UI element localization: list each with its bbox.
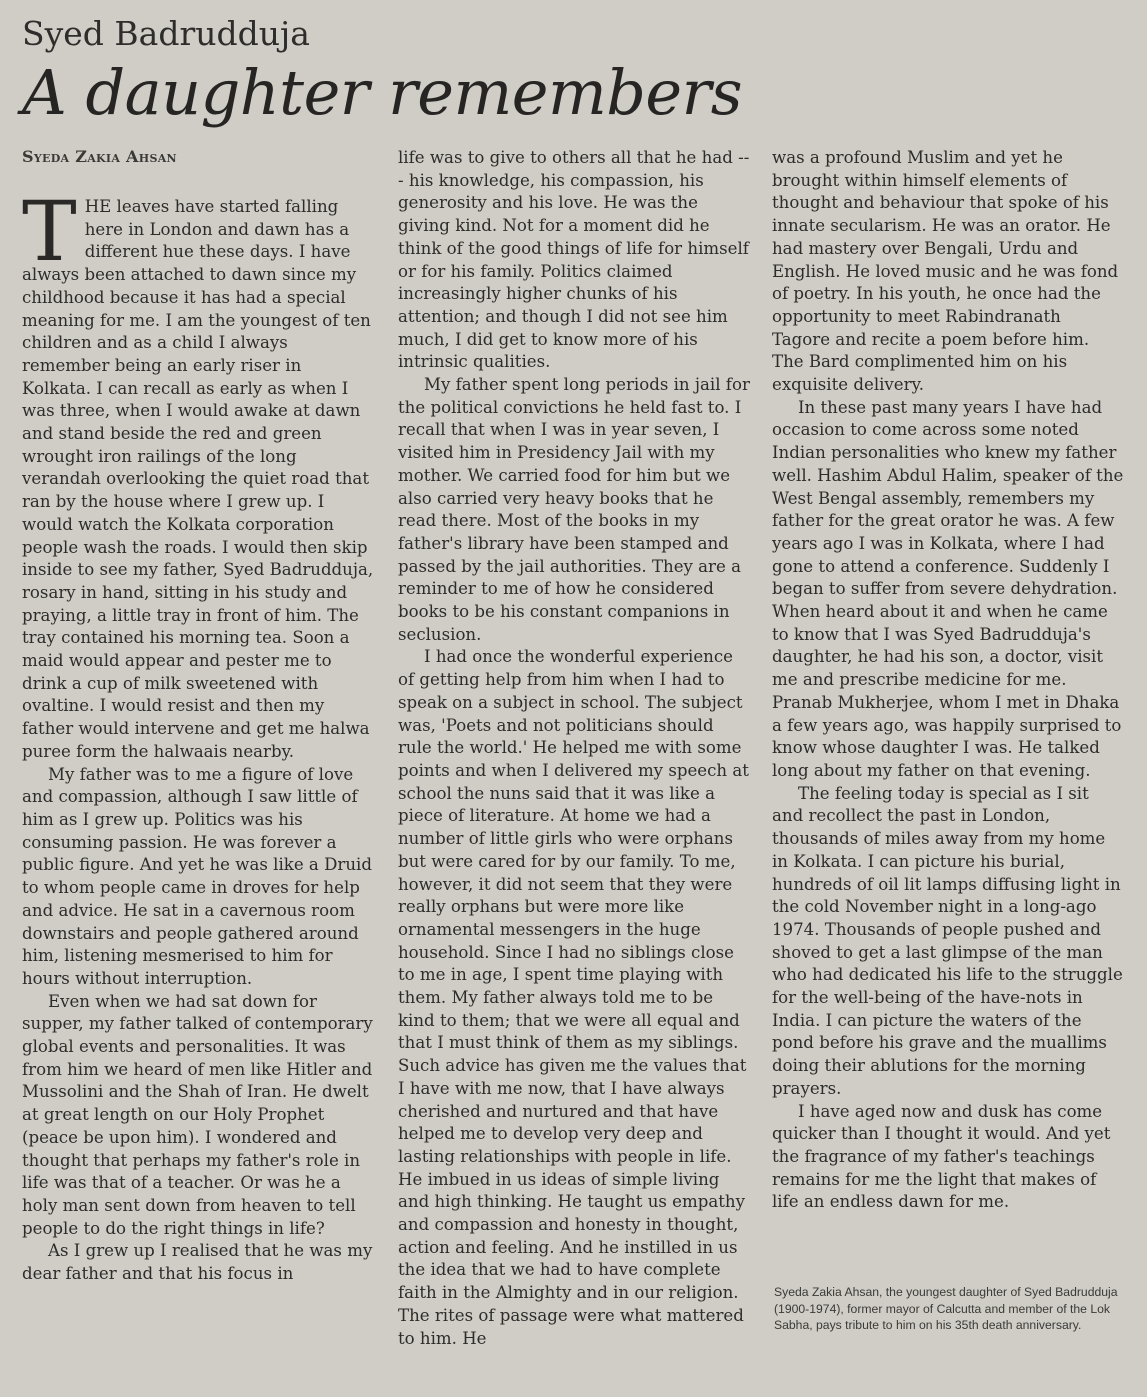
paragraph: In these past many years I have had occasion to come across some noted Indian personalities who knew my father well. Hashim Abdul Halim, speaker of the West Bengal assembly, remembers my father for the great orator he was. A few years ago I was in Kolkata, where I had gone to attend a conference. Suddenly I began to suffer from severe dehydration. When heard about it and when he came to know that I was Syed Badrudduja's daughter, he had his son, a doctor, visit me and prescribe medicine for me. Pranab Mukherjee, whom I met in Dhaka a few years ago, was happily surprised to know whose daughter I was. He talked long about my father on that evening. — [772, 397, 1124, 780]
paragraph: As I grew up I realised that he was my dear father and that his focus in — [22, 1241, 373, 1284]
author-caption: Syeda Zakia Ahsan, the youngest daughter of Syed Badrudduja (1900-1974), former mayor of Calcutta and member of the Lok Sabha, pays tribute to him on his 35th death anniversary. — [774, 1285, 1118, 1332]
paragraph: life was to give to others all that he had --- his knowledge, his compassion, his generosity and his love. He was the giving kind. Not for a moment did he think of the good things of life for himself or for his family. Politics claimed increasingly higher chunks of his attention; and though I did not see him much, I did get to know more of his intrinsic qualities. — [398, 148, 750, 372]
article-byline: Syeda Zakia Ahsan — [22, 147, 177, 166]
paragraph: My father spent long periods in jail for the political convictions he held fast to. I recall that when I was in year seven, I visited him in Presidency Jail with my mother. We carried food for him but we also carried very heavy books that he read there. Most of the books in my father's library have been stamped and passed by the jail authorities. They are a reminder to me of how he considered books to be his constant companions in seclusion. — [398, 375, 750, 644]
paragraph: HE leaves have started falling here in London and dawn has a different hue these days. I have always been attached to dawn since my childhood because it has had a special meaning for me. I am the youngest of ten children and as a child I always remember being an early riser in Kolkata. I can recall as early as when I was three, when I would awake at dawn and stand beside the red and green wrought iron railings of the long verandah overlooking the quiet road that ran by the house where I grew up. I would watch the Kolkata corporation people wash the roads. I would then skip inside to see my father, Syed Badrudduja, rosary in hand, sitting in his study and praying, a little tray in front of him. The tray contained his morning tea. Soon a maid would appear and pester me to drink a cup of milk sweetened with ovaltine. I would resist and then my father would intervene and get me halwa puree form the halwaais nearby. — [22, 197, 374, 761]
article-column-3 — [772, 147, 1124, 1214]
paragraph: Even when we had sat down for supper, my father talked of contemporary global events and personalities. It was from him we heard of men like Hitler and Mussolini and the Shah of Iran. He dwelt at great length on our Holy Prophet (peace be upon him). I wondered and thought that perhaps my father's role in life was that of a teacher. Or was he a holy man sent down from heaven to tell people to do the right things in life? — [22, 991, 373, 1238]
article-column-2 — [398, 147, 750, 1350]
article-headline: A daughter remembers — [22, 56, 743, 129]
paragraph: I have aged now and dusk has come quicker than I thought it would. And yet the fragrance of my father's teachings remains for me the light that makes of life an endless dawn for me. — [772, 1101, 1111, 1212]
paragraph: The feeling today is special as I sit and recollect the past in London, thousands of miles away from my home in Kolkata. I can picture his burial, hundreds of oil lit lamps diffusing light in the cold November night in a long-ago 1974. Thousands of people pushed and shoved to get a last glimpse of the man who had dedicated his life to the struggle for the well-being of the have-nots in India. I can picture the waters of the pond before his grave and the muallims doing their ablutions for the morning prayers. — [772, 783, 1123, 1098]
article-kicker: Syed Badrudduja — [22, 14, 310, 53]
paragraph: My father was to me a figure of love and compassion, although I saw little of him as I grew up. Politics was his consuming passion. He was forever a public figure. And yet he was like a Druid to whom people came in droves for help and advice. He sat in a cavernous room downstairs and people gathered around him, listening mesmerised to him for hours without interruption. — [22, 764, 372, 988]
drop-cap: T — [22, 185, 77, 280]
article-column-1 — [22, 185, 374, 1286]
paragraph: I had once the wonderful experience of getting help from him when I had to speak on a subject in school. The subject was, 'Poets and not politicians should rule the world.' He helped me with some points and when I delivered my speech at school the nuns said that it was like a piece of literature. At home we had a number of little girls who were orphans but were cared for by our family. To me, however, it did not seem that they were really orphans but were more like ornamental messengers in the huge household. Since I had no siblings close to me in age, I spent time playing with them. My father always told me to be kind to them; that we were all equal and that I must think of them as my siblings. Such advice has given me the values that I have with me now, that I have always cherished and nurtured and that have helped me to develop very deep and lasting relationships with people in life. He imbued in us ideas of simple living and high thinking. He taught us empathy and compassion and honesty in thought, action and feeling. And he instilled in us the idea that we had to have complete faith in the Almighty and in our religion. The rites of passage were what mattered to him. He — [398, 647, 749, 1348]
paragraph: was a profound Muslim and yet he brought within himself elements of thought and behaviour that spoke of his innate secularism. He was an orator. He had mastery over Bengali, Urdu and English. He loved music and he was fond of poetry. In his youth, he once had the opportunity to meet Rabindranath Tagore and recite a poem before him. The Bard complimented him on his exquisite delivery. — [772, 148, 1119, 395]
